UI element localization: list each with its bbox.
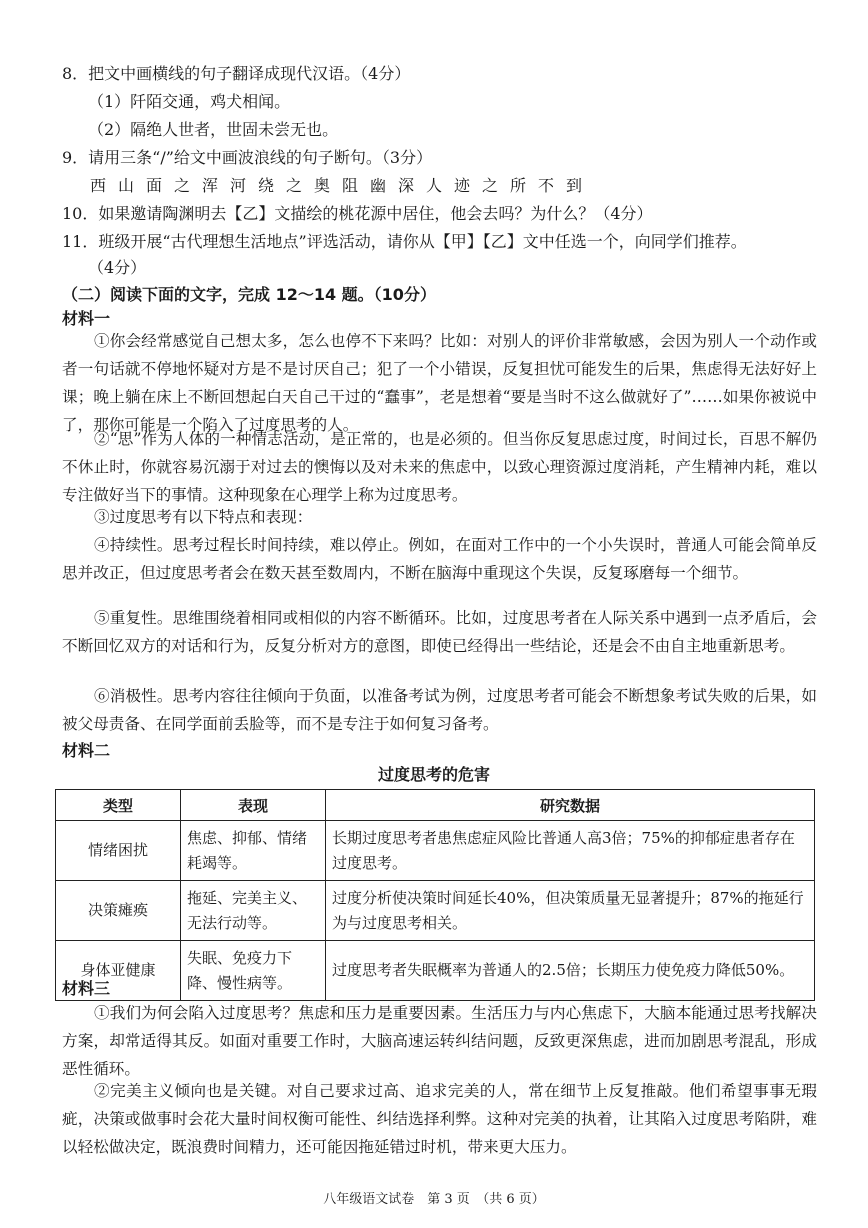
question-11-score: （4分） (88, 258, 147, 277)
table-cell-symptom: 焦虑、抑郁、情绪耗竭等。 (181, 821, 326, 881)
material-1-paragraph-4: ④持续性。思考过程长时间持续，难以停止。例如，在面对工作中的一个小失误时，普通人可能会简单反思并改正，但过度思考者会在数天甚至数周内，不断在脑海中重现这个失误，反复琢磨每一个细节。 (62, 536, 817, 582)
question-10: 10．如果邀请陶渊明去【乙】文描绘的桃花源中居住，他会去吗？为什么？（4分） (62, 204, 653, 223)
table-cell-data: 长期过度思考者患焦虑症风险比普通人高3倍；75%的抑郁症患者存在过度思考。 (326, 821, 815, 881)
table-header-data: 研究数据 (326, 790, 815, 821)
question-11: 11．班级开展“古代理想生活地点”评选活动，请你从【甲】【乙】文中任选一个，向同学们推荐。 (62, 232, 747, 251)
question-8-item-1: （1）阡陌交通，鸡犬相闻。 (88, 92, 291, 111)
table-header-type: 类型 (56, 790, 181, 821)
material-1-paragraph-6: ⑥消极性。思考内容往往倾向于负面，以准备考试为例，过度思考者可能会不断想象考试失败的后果，如被父母责备、在同学面前丢脸等，而不是专注于如何复习备考。 (62, 687, 817, 733)
material-1-title: 材料一 (62, 309, 111, 328)
table-cell-type: 情绪困扰 (56, 821, 181, 881)
table-caption: 过度思考的危害 (377, 765, 490, 784)
question-8: 8．把文中画横线的句子翻译成现代汉语。（4分） (62, 64, 411, 83)
material-2-title: 材料二 (62, 741, 111, 760)
section-heading: （二）阅读下面的文字，完成 12～14 题。（10分） (62, 285, 436, 304)
table-header-symptom: 表现 (181, 790, 326, 821)
material-1-paragraph-3: ③过度思考有以下特点和表现： (94, 508, 313, 526)
table-row (56, 941, 815, 1001)
material-3-paragraph-1: ①我们为何会陷入过度思考？焦虑和压力是重要因素。生活压力与内心焦虑下，大脑本能通过思考找解决方案，却常适得其反。如面对重要工作时，大脑高速运转纠结问题，反致更深焦虑，进而加剧思考混乱，形成恶性循环。 (62, 1004, 817, 1078)
question-9-text: 西山面之浑河绕之奥阻幽深人迹之所不到 (90, 176, 595, 195)
material-1-paragraph-5: ⑤重复性。思维围绕着相同或相似的内容不断循环。比如，过度思考者在人际关系中遇到一点矛盾后，会不断回忆双方的对话和行为，反复分析对方的意图，即使已经得出一些结论，还是会不由自主地重新思考。 (62, 609, 817, 655)
question-8-item-2: （2）隔绝人世者，世固未尝无也。 (88, 120, 339, 139)
material-3-title: 材料三 (62, 979, 111, 998)
material-1-paragraph-1: ①你会经常感觉自己想太多，怎么也停不下来吗？比如：对别人的评价非常敏感，会因为别人一个动作或者一句话就不停地怀疑对方是不是讨厌自己；犯了一个小错误，反复担忧可能发生的后果，焦虑得无法好好上课；晚上躺在床上不断回想起白天自己干过的“蠢事”，老是想着“要是当时不这么做就好了”……如果你被说中了，那你可能是一个陷入了过度思考的人。 (62, 332, 817, 434)
table-row (56, 881, 815, 941)
table-cell-symptom: 失眠、免疫力下降、慢性病等。 (181, 941, 326, 1001)
question-9: 9．请用三条“/”给文中画波浪线的句子断句。（3分） (62, 148, 433, 167)
table-cell-symptom: 拖延、完美主义、无法行动等。 (181, 881, 326, 941)
material-1-paragraph-2: ②“思”作为人体的一种情志活动，是正常的，也是必须的。但当你反复思虑过度，时间过长，百思不解仍不休止时，你就容易沉溺于对过去的懊悔以及对未来的焦虑中，以致心理资源过度消耗，产生精神内耗，难以专注做好当下的事情。这种现象在心理学上称为过度思考。 (62, 430, 817, 504)
table-row (56, 821, 815, 881)
table-cell-data: 过度思考者失眠概率为普通人的2.5倍；长期压力使免疫力降低50%。 (326, 941, 815, 1001)
table-cell-type: 身体亚健康 (56, 941, 181, 1001)
harm-table (55, 789, 815, 1001)
material-3-paragraph-2: ②完美主义倾向也是关键。对自己要求过高、追求完美的人，常在细节上反复推敲。他们希望事事无瑕疵，决策或做事时会花大量时间权衡可能性、纠结选择利弊。这种对完美的执着，让其陷入过度思考陷阱，难以轻松做决定，既浪费时间精力，还可能因拖延错过时机，带来更大压力。 (62, 1082, 817, 1156)
page-footer: 八年级语文试卷 第 3 页 （共 6 页） (323, 1192, 545, 1207)
table-cell-type: 决策瘫痪 (56, 881, 181, 941)
table-header-row (56, 790, 815, 821)
table-cell-data: 过度分析使决策时间延长40%，但决策质量无显著提升；87%的拖延行为与过度思考相关。 (326, 881, 815, 941)
